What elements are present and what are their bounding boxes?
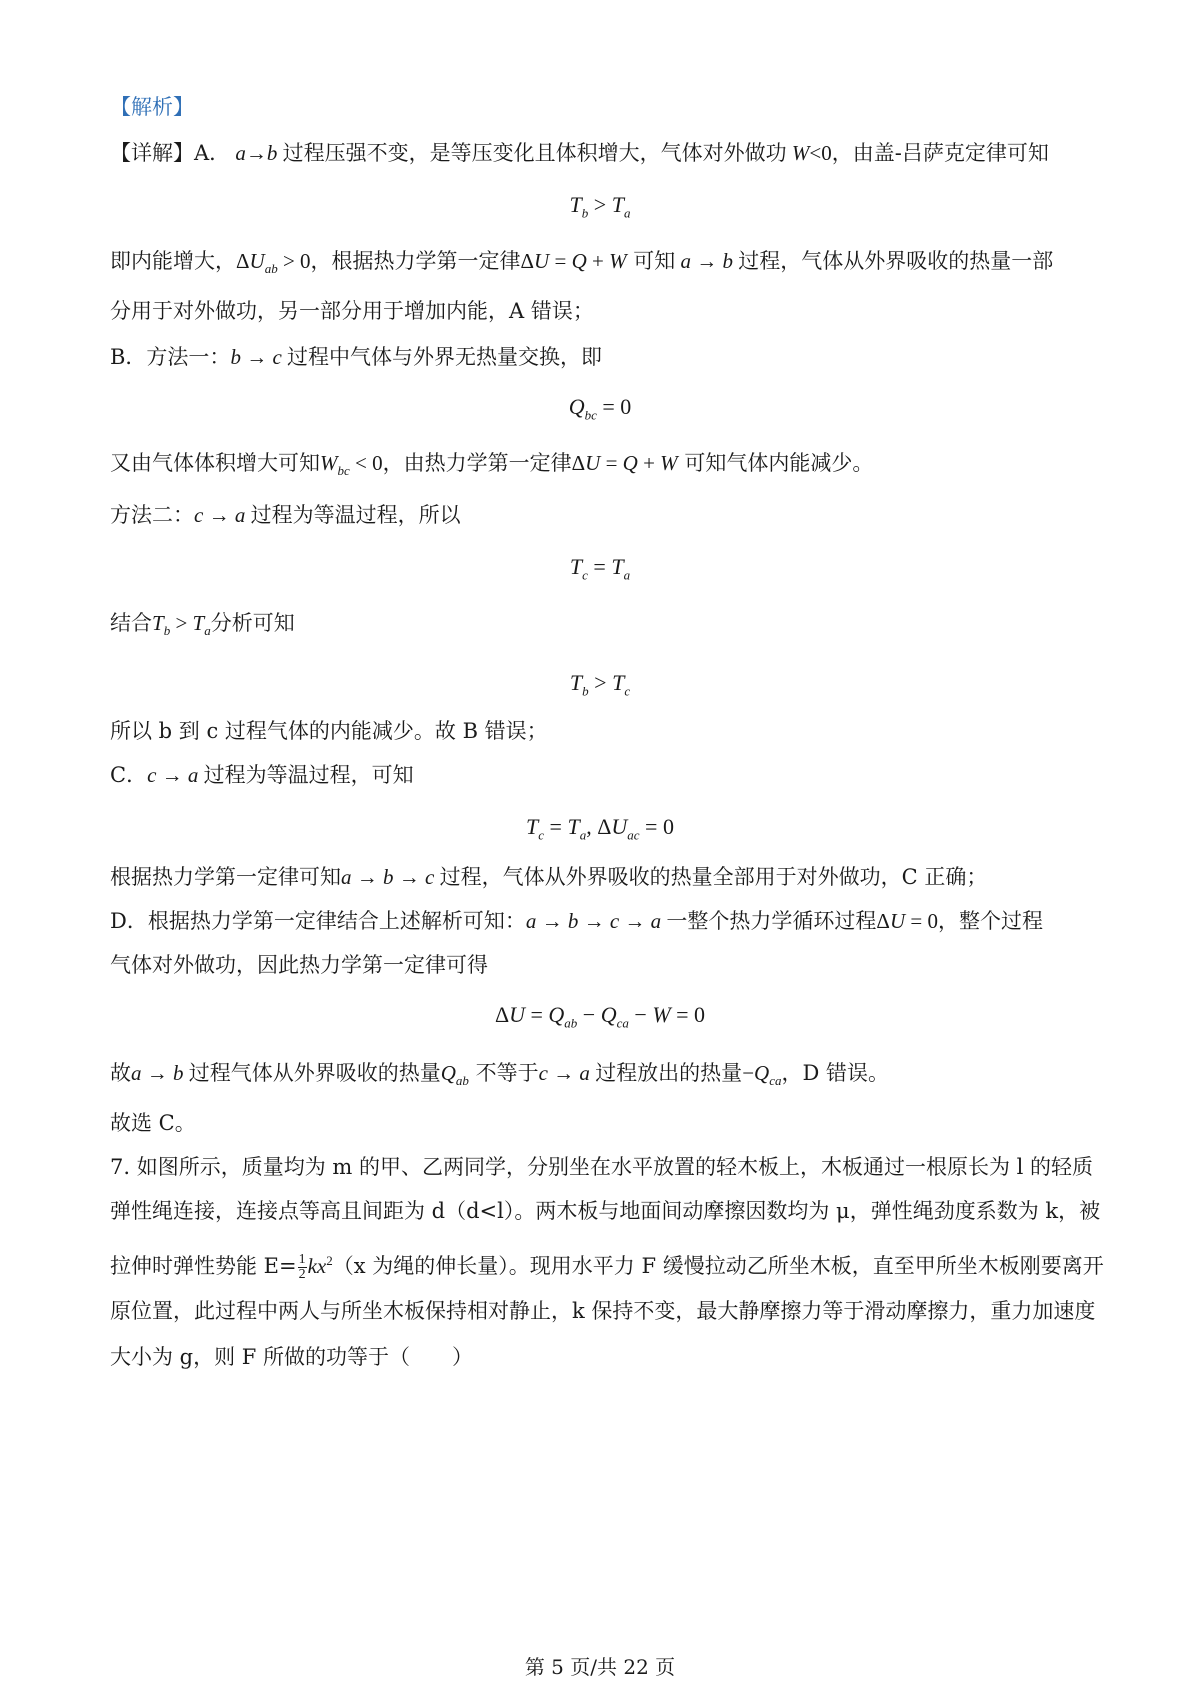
equation-tb-tc: $T_b > T_c$ [569, 670, 631, 699]
analysis-tag: 【解析】 [110, 95, 194, 119]
detail-line-b2: 又由气体体积增大可知$W_{bc} < 0$，由热力学第一定律ΔU = Q + W 可知气体内能减少。 [110, 451, 874, 479]
detail-line-c1: C．c → a 过程为等温过程，可知 [110, 763, 414, 787]
detail-line-b4: 结合$T_b > T_a$分析可知 [110, 611, 295, 639]
detail-line-a3: 分用于对外做功，另一部分用于增加内能，A 错误； [110, 299, 594, 323]
question-7-line5: 大小为 g，则 F 所做的功等于（ ） [110, 1345, 474, 1369]
page-footer: 第 5 页/共 22 页 [524, 1655, 676, 1679]
detail-line-b3: 方法二：c → a 过程为等温过程，所以 [110, 503, 461, 527]
question-7-line3: 拉伸时弹性势能 E= $\frac{1}{2}$ $kx^2(x$ 为绳的伸长量）。现用水平力 F 缓慢拉动乙所坐木板，直至甲所坐木板刚要离开 [110, 1252, 1104, 1282]
detail-line-b5: 所以 b 到 c 过程气体的内能减少。故 B 错误； [110, 719, 548, 743]
equation-tc-ta-duac: $T_c = T_a$, $\Delta U_{ac} = 0$ [526, 814, 674, 843]
detail-line-d2: 气体对外做功，因此热力学第一定律可得 [110, 953, 488, 977]
equation-tb-ta: $T_b > T_a$ [569, 192, 631, 221]
detail-line-c2: 根据热力学第一定律可知a → b → c 过程，气体从外界吸收的热量全部用于对外做功，C 正确； [110, 865, 988, 889]
fraction-one-half: $\frac{1}{2}$ [298, 1252, 306, 1282]
detail-line-b1: B．方法一：b → c 过程中气体与外界无热量交换，即 [110, 345, 603, 369]
detail-line-d3: 故a → b 过程气体从外界吸收的热量$Q_{ab}$ 不等于c → a 过程放出的热量$-Q_{ca}$，D 错误。 [110, 1061, 889, 1089]
detail-line-a2: 即内能增大，$\Delta U_{ab} > 0$，根据热力学第一定律ΔU = Q + W 可知 a → b 过程，气体从外界吸收的热量一部 [110, 249, 1054, 277]
answer-choice: 故选 C。 [110, 1111, 196, 1135]
detail-line-d1: D．根据热力学第一定律结合上述解析可知：a → b → c → a 一整个热力学循环过程ΔU = 0，整个过程 [110, 909, 1043, 933]
question-7-line2: 弹性绳连接，连接点等高且间距为 d（d<l）。两木板与地面间动摩擦因数均为 μ，弹性绳劲度系数为 k，被 [110, 1199, 1101, 1223]
question-7-line1: 7. 如图所示，质量均为 m 的甲、乙两同学，分别坐在水平放置的轻木板上，木板通过一根原长为 l 的轻质 [110, 1155, 1094, 1179]
equation-qbc: $Q_{bc} = 0$ [568, 394, 632, 423]
equation-du-cycle: $\Delta U = Q_{ab} - Q_{ca} - W = 0$ [494, 1002, 706, 1031]
equation-tc-ta: $T_c = T_a$ [569, 554, 631, 583]
question-7-line4: 原位置，此过程中两人与所坐木板保持相对静止，k 保持不变，最大静摩擦力等于滑动摩擦力，重力加速度 [110, 1299, 1096, 1323]
detail-line-a1: 【详解】A． a→b 过程压强不变，是等压变化且体积增大，气体对外做功 W<0，由盖-吕萨克定律可知 [110, 141, 1049, 165]
